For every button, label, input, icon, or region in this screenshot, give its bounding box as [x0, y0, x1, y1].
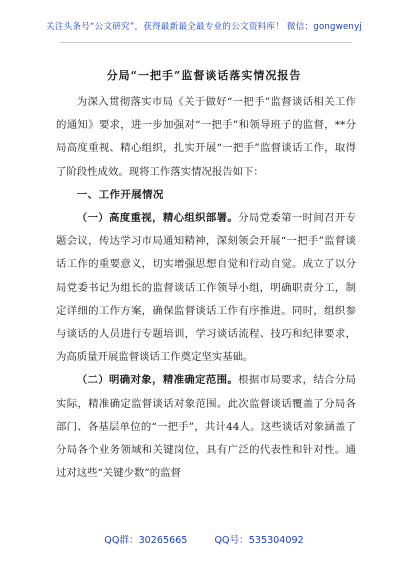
paragraph-1-lead: （一）高度重视，精心组织部署。: [76, 212, 239, 225]
footer-qq-group: QQ群：30265665: [104, 535, 188, 546]
paragraph-1: [56, 207, 356, 369]
paragraph-2-lead: （二）明确对象，精准确定范围。: [76, 374, 239, 387]
document-body: [56, 91, 356, 485]
header-divider: [60, 42, 352, 43]
paragraph-2-text: 根据市局要求，结合分局实际，精准确定监督谈话对象范围。此次监督谈话覆盖了分局各部门、各基层单位的“一把手”，共计44人。这些谈话对象涵盖了分局各个业务领域和关键岗位，具有广泛的代表性和针对性。通过对这些“关键少数”的监督: [56, 374, 357, 480]
footer-qq-number: QQ号：535304092: [214, 535, 304, 546]
section-heading: 一、工作开展情况: [76, 188, 164, 201]
paragraph-1-text: 分局党委第一时间召开专题会议，传达学习市局通知精神，深刻领会开展“一把手”监督谈话工作的重要意义，切实增强思想自觉和行动自觉。成立了以分局党委书记为组长的监督谈话工作领导小组，明确职责分工，制定详细的工作方案，确保监督谈话工作有序推进。同时，组织参与谈话的人员进行专题培训，学习谈话流程、技巧和纪律要求，为高质量开展监督谈话工作奠定坚实基础。: [56, 212, 357, 364]
paragraph-2: [56, 369, 356, 485]
document-title: 分局“一把手”监督谈话落实情况报告: [106, 69, 302, 82]
top-banner: 关注头条号“公文研究”，获得最新最全最专业的公文资料库！ 微信：gongwenyj: [46, 22, 362, 32]
intro-paragraph: 为深入贯彻落实市局《关于做好“一把手”监督谈话相关工作的通知》要求，进一步加强对“一把手”和领导班子的监督，**分局高度重视、精心组织，扎实开展“一把手”监督谈话工作，取得了阶段性成效。现将工作落实情况报告如下：: [56, 96, 356, 178]
footer-contact: [0, 532, 408, 546]
